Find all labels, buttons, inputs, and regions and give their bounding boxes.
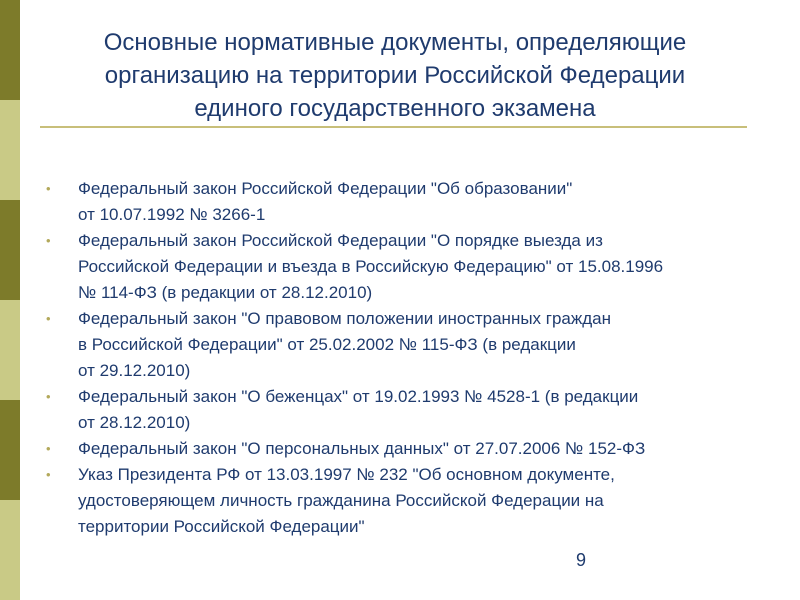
stripe-segment-2 [0, 100, 20, 200]
bullet-icon: • [46, 441, 51, 456]
stripe-segment-5 [0, 400, 20, 500]
list-item [46, 306, 758, 384]
list-item-text: Федеральный закон "О беженцах" от 19.02.1993 № 4528-1 (в редакции от 28.12.2010) [78, 387, 639, 432]
document-list [46, 176, 758, 540]
list-item-text: Федеральный закон "О правовом положении иностранных граждан в Российской Федерации" от 25.02.2002 № 115-ФЗ (в редакции от 29.12.2010) [78, 309, 612, 380]
page-number: 9 [576, 550, 587, 570]
stripe-segment-6 [0, 500, 20, 600]
bullet-icon: • [46, 233, 51, 248]
list-item [46, 176, 758, 228]
bullet-icon: • [46, 389, 51, 404]
bullet-icon: • [46, 181, 51, 196]
bullet-icon: • [46, 467, 51, 482]
list-item [46, 436, 758, 462]
stripe-segment-3 [0, 200, 20, 300]
stripe-segment-4 [0, 300, 20, 400]
list-item [46, 384, 758, 436]
bullet-icon: • [46, 311, 51, 326]
left-decorative-stripe [0, 0, 20, 600]
list-item-text: Федеральный закон Российской Федерации "О порядке выезда из Российской Федерации и въезда в Российскую Федерацию" от 15.08.1996 № 114-ФЗ (в редакции от 28.12.2010) [78, 231, 664, 302]
list-item-text: Федеральный закон "О персональных данных" от 27.07.2006 № 152-ФЗ [78, 439, 646, 458]
list-item [46, 462, 758, 540]
list-item [46, 228, 758, 306]
slide-title: Основные нормативные документы, определяющие организацию на территории Российской Федерации единого государственного экзамена [103, 29, 687, 122]
list-item-text: Указ Президента РФ от 13.03.1997 № 232 "Об основном документе, удостоверяющем личность гражданина Российской Федерации на территории Российской Федерации" [78, 465, 615, 536]
stripe-segment-1 [0, 0, 20, 100]
title-divider [40, 126, 747, 128]
list-item-text: Федеральный закон Российской Федерации "Об образовании" от 10.07.1992 № 3266-1 [78, 179, 573, 224]
